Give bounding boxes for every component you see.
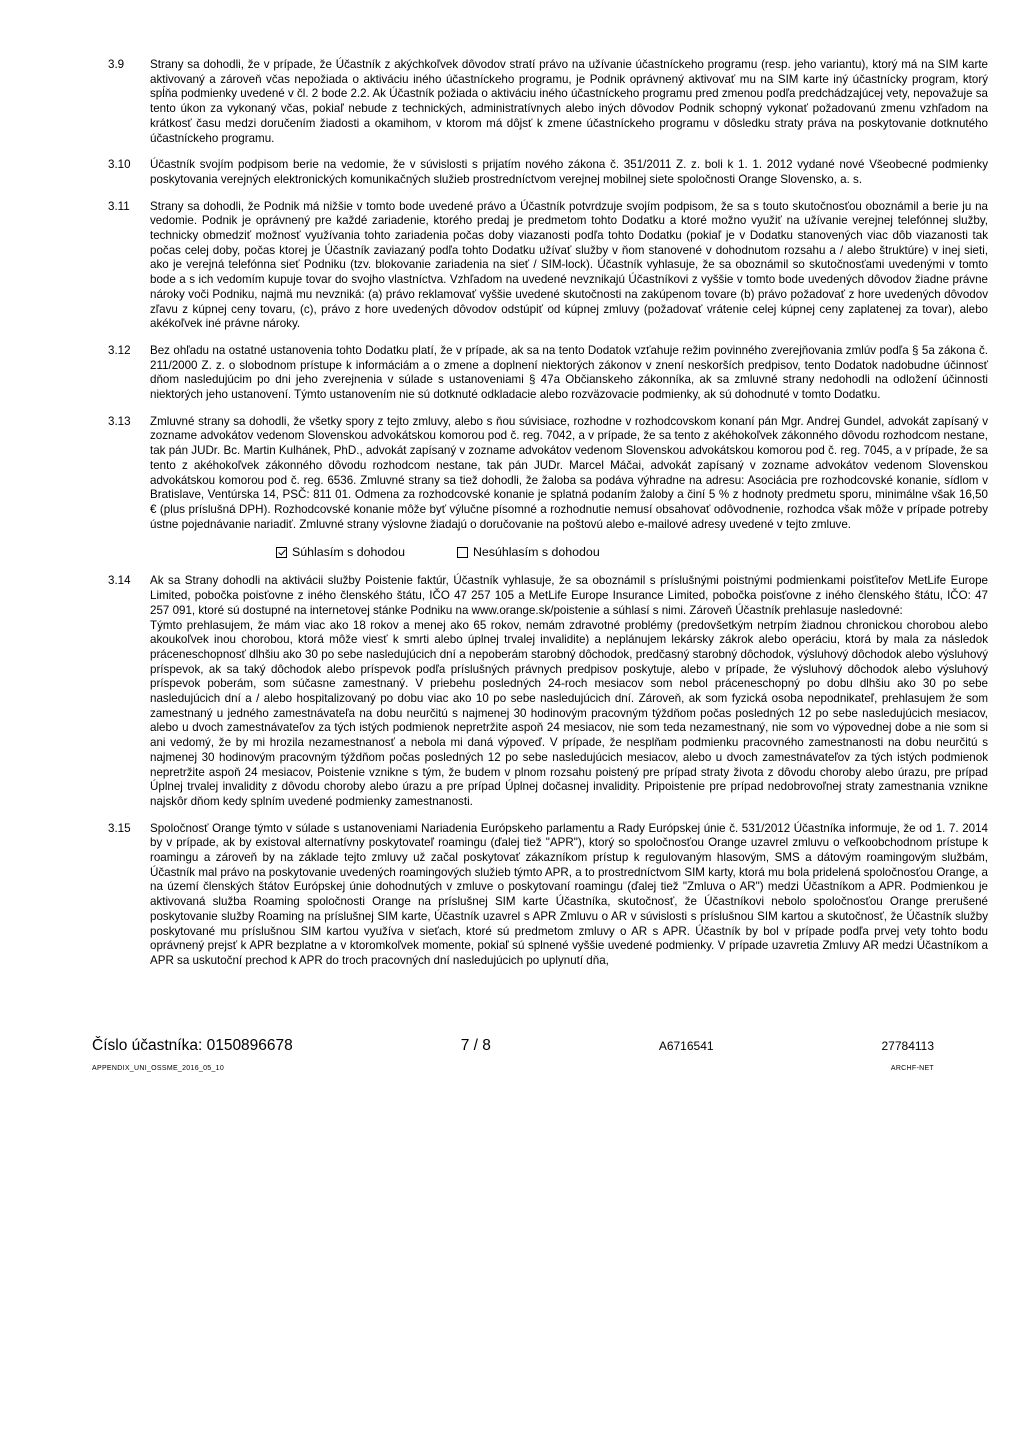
paragraph: Spoločnosť Orange týmto v súlade s ustanoveniami Nariadenia Európskeho parlamentu a Rady Európskej únie č. 531/2012 Účastníka informuje, že od 1. 7. 2014 by v prípade, ak by existoval alternatívny poskytovateľ roamingu (ďalej tiež "APR"), ktorý so spoločnosťou Orange uzavrel zmluvu o veľkoobchodnom prístupe k roamingu a zároveň by na základe tejto zmluvy už začal poskytovať zákazníkom prístup k regulovaným hlasovým, SMS a dátovým roamingovým službám, Účastník mal právo na poskytovanie uvedených roamingových služieb týmto APR, a to prostredníctvom SIM karty, ktorá mu bola pridelená spoločnosťou Orange, a na území členských štátov Európskej únie dohodnutých v zmluve o poskytovaní roamingu (ďalej tiež "Zmluva o AR") medzi Účastníkom a APR. Podmienkou je aktivovaná služba Roaming spoločnosti Orange na príslušnej SIM karte Účastníka, skutočnosť, že Účastníkovi nebolo spoločnosťou Orange prerušené poskytovanie služby Roaming na príslušnej SIM karte, Účastník uzavrel s APR Zmluvu o AR v súvislosti s príslušnou SIM kartou a skutočnosť, že Účastník služby poskytované mu príslušnou SIM kartou využíva v sieťach, ktoré sú predmetom zmluvy o AR s APR. Účastník by bol v prípade podľa prvej vety tohto bodu oprávnený prejsť k APR bezplatne a v ktoromkoľvek momente, pokiaľ sú splnené vyššie uvedené podmienky. V prípade uzavretia Zmluvy AR medzi Účastníkom a APR sa uskutoční prechod k APR do troch pracovných dní nasledujúcich po uplynutí dňa, xyxy=(150,821,988,967)
section-3-11 xyxy=(108,200,988,332)
consent-options xyxy=(108,544,988,560)
section-body xyxy=(150,158,988,187)
paragraph: Strany sa dohodli, že Podnik má nižšie v tomto bode uvedené právo a Účastník potvrdzuje svojím podpisom, že sa s touto skutočnosťou oboznámil a berie ju na vedomie. Podnik je oprávnený pre každé zariadenie, ktorého predaj je predmetom tohto Dodatku a ktoré možno využiť na užívanie verejnej telefónnej služby, technicky obmedziť možnosť využívania tohto zariadenia počas doby viazanosti podľa tohto Dodatku (pokiaľ je v Dodatku stanovených viac dôb viazanosti tak počas celej doby, počas ktorej je Účastník zaviazaný podľa tohto Dodatku užívať služby v ňom stanovené v dohodnutom rozsahu a / alebo štruktúre) v inej sieti, ako je verejná telefónna sieť Podniku (tzv. blokovanie zariadenia na sieť / SIM-lock). Účastník vyhlasuje, že sa oboznámil so skutočnosťami uvedenými v tomto bode a s ich vedomím kupuje tovar do svojho vlastníctva. Vzhľadom na uvedené nevznikajú Účastníkovi z vyššie v tomto bode uvedených dôvodov žiadne právne nároky voči Podniku, najmä mu nevzniká: (a) právo reklamovať vyššie uvedené skutočnosti na zakúpenom tovare (b) právo požadovať z hore uvedených dôvodov zľavu z kúpnej ceny tovaru, (c), právo z hore uvedených dôvodov odstúpiť od kúpnej zmluvy (požadovať vrátenie celej kúpnej ceny zaplatenej za tovar), alebo akékoľvek iné právne nároky. xyxy=(150,199,988,331)
section-number: 3.15 xyxy=(108,821,131,835)
section-body xyxy=(150,574,988,809)
section-body xyxy=(150,822,988,969)
disagree-checkbox[interactable] xyxy=(457,547,468,558)
section-3-13 xyxy=(108,415,988,533)
document-code-b: 27784113 xyxy=(881,1039,934,1053)
section-body xyxy=(150,344,988,403)
section-number: 3.14 xyxy=(108,574,131,588)
paragraph: Týmto prehlasujem, že mám viac ako 18 rokov a menej ako 65 rokov, nemám zdravotné problémy (predovšetkým netrpím žiadnou chronickou chorobou alebo akoukoľvek inou chorobou, ktorá môže viesť k smrti alebo úplnej trvalej invalidite) a neplánujem lekársky zákrok alebo operáciu, ktorá by mala za následok práceneschopnosť dlhšiu ako 30 po sebe nasledujúcich dní a nepoberám starobný dôchodok, predčasný starobný dôchodok, výsluhový dôchodok alebo výsluhový príspevok, ak sa taký dôchodok alebo príspevok podľa príslušných právnych predpisov poskytuje, alebo v prípade, že výsluhový dôchodok alebo výsluhový príspevok poberám, som súčasne zamestnaný. V priebehu posledných 24-roch mesiacov som nebol práceneschopný po dobu dlhšiu ako 30 po sebe nasledujúcich dní a / alebo hospitalizovaný po dobu viac ako 10 po sebe nasledujúcich dní. Zároveň, ak som fyzická osoba nepodnikateľ, prehlasujem že som zamestnaný u jedného zamestnávateľa na dobu neurčitú s najmenej 30 hodinovým pracovným týždňom počas posledných 12 po sebe nasledujúcich mesiacov, alebo u dvoch zamestnávateľov za tých istých podmienok nepretržite aspoň 24 mesiacov, nie som teda nezamestnaný, nie som vo výpovednej dobe a nie som si ani vedomý, že by mi hrozila nezamestnanosť a nebola mi daná výpoveď. V prípade, že nesplňam podmienku pracovného zamestnanosti na dobu neurčitú s najmenej 30 hodinovým pracovným týždňom počas posledných 12 po sebe nasledujúcich mesiacov, alebo u dvoch zamestnávateľov za tých istých podmienok nepretržite aspoň 24 mesiacov, Poistenie vznikne s tým, že budem v plnom rozsahu poistený pre prípad straty života z dôvodu choroby alebo úrazu, pre prípad Úplnej trvalej invalidity z dôvodu choroby alebo úrazu a pre prípad Úplnej dočasnej invalidity. Pripoistenie pre prípad nedobrovoľnej straty zamestnania vznikne najskôr dňom kedy splním uvedené podmienky zamestnanosti. xyxy=(150,618,988,808)
agree-label: Súhlasím s dohodou xyxy=(292,545,405,560)
paragraph: Zmluvné strany sa dohodli, že všetky spory z tejto zmluvy, alebo s ňou súvisiace, rozhodne v rozhodcovskom konaní pán Mgr. Andrej Gundel, advokát zapísaný v zozname advokátov vedenom Slovenskou advokátskou komorou pod č. reg. 7042, a v prípade, že sa tento z akéhokoľvek zákonného dôvodu rozhodcom nestane, tak pán JUDr. Bc. Martin Kulhánek, PhD., advokát zapísaný v zozname advokátov vedenom Slovenskou advokátskou komorou pod č. reg. 7045, a v prípade, že sa tento z akéhokoľvek zákonného dôvodu rozhodcom nestane, tak pán JUDr. Marcel Máčai, advokát zapísaný v zozname advokátov vedenom Slovenskou advokátskou komorou pod č. reg. 6536. Zmluvné strany sa tiež dohodli, že žaloba sa podáva výhradne na adresu: Asociácia pre rozhodcovské konanie, sídlom v Bratislave, Ventúrska 14, PSČ: 811 01. Odmena za rozhodcovské konanie je splatná podaním žaloby a činí 5 % z hodnoty predmetu sporu, minimálne však 16,50 € (plus príslušná DPH). Rozhodcovské konanie môže byť výlučne písomné a rozhodnutie nemusí obsahovať odôvodnenie, rozhodca však môže v prípade potreby ústne pojednávanie nariadiť. Zmluvné strany výslovne žiadajú o doručovanie na poštovú alebo e-mailové adresy uvedené v tejto zmluve. xyxy=(150,414,988,531)
section-number: 3.12 xyxy=(108,343,131,357)
paragraph: Bez ohľadu na ostatné ustanovenia tohto Dodatku platí, že v prípade, ak sa na tento Dodatok vzťahuje režim povinného zverejňovania zmlúv podľa § 5a zákona č. 211/2000 Z. z. o slobodnom prístupe k informáciám a o zmene a doplnení niektorých zákonov v znení neskorších predpisov, tento Dodatok nadobudne účinnosť dňom nasledujúcim po dni jeho zverejnenia v súlade s ustanoveniami § 47a Občianskeho zákonníka, ak sa zmluvné strany nedohodli na odložení účinnosti niektorých jeho ustanovení. Týmto ustanovením nie sú dotknuté odkladacie alebo rozväzovacie podmienky, ak sú dohodnuté v tomto Dodatku. xyxy=(150,343,988,402)
participant-number: Číslo účastníka: 0150896678 xyxy=(92,1037,293,1054)
paragraph: Účastník svojím podpisom berie na vedomie, že v súvislosti s prijatím nového zákona č. 351/2011 Z. z. boli k 1. 1. 2012 vydané nové Všeobecné podmienky poskytovania verejných elektronických komunikačných služieb prostredníctvom verejnej mobilnej siete spoločnosti Orange Slovensko, a. s. xyxy=(150,158,988,186)
section-number: 3.13 xyxy=(108,414,131,428)
disagree-label: Nesúhlasím s dohodou xyxy=(472,545,600,560)
section-3-15 xyxy=(108,822,988,969)
disagree-option[interactable] xyxy=(457,544,600,560)
section-3-10 xyxy=(108,158,988,187)
section-3-12 xyxy=(108,344,988,403)
document-body xyxy=(108,58,988,981)
agree-checkbox[interactable] xyxy=(276,547,287,558)
document-code-a: A6716541 xyxy=(658,1039,714,1053)
paragraph: Strany sa dohodli, že v prípade, že Účastník z akýchkoľvek dôvodov stratí právo na užívanie účastníckeho programu (resp. jeho variantu), ktorý má na SIM karte aktivovaný a zároveň včas nepožiada o aktiváciu iného účastníckeho programu, je Podnik oprávnený aktivovať mu na SIM karte iný účastnícky program, ktorý spĺňa podmienky uvedené v čl. 2 bode 2.2. Ak Účastník požiada o aktiváciu iného účastníckeho programu pred zmenou podľa predchádzajúcej vety, nepovažuje sa tento úkon za vykonaný včas, pokiaľ nebude z technických, administratívnych alebo iných dôvodov Podnik schopný vykonať požadovanú zmenu vzhľadom na krátkosť času medzi doručením žiadosti a okamihom, v ktorom má dôjsť k zmene účastníckeho programu v dôsledku straty práva na poskytovanie dotknutého účastníckeho programu. xyxy=(150,58,988,145)
section-3-9 xyxy=(108,58,988,146)
page-number: 7 / 8 xyxy=(460,1037,491,1054)
archive-code: ARCHF-NET xyxy=(890,1065,934,1072)
template-code: APPENDIX_UNI_OSSME_2016_05_10 xyxy=(92,1065,225,1072)
section-number: 3.10 xyxy=(108,158,131,172)
section-3-14 xyxy=(108,574,988,809)
page-footer-meta xyxy=(92,1065,934,1072)
agree-option[interactable] xyxy=(276,544,405,560)
section-number: 3.9 xyxy=(108,58,125,71)
section-body xyxy=(150,58,988,146)
section-body xyxy=(150,415,988,533)
section-body xyxy=(150,200,988,332)
paragraph: Ak sa Strany dohodli na aktivácii služby Poistenie faktúr, Účastník vyhlasuje, že sa oboznámil s príslušnými poistnými podmienkami poisťiteľov MetLife Europe Limited, pobočka poisťovne z iného členského štátu, IČO 47 257 105 a MetLife Europe Insurance Limited, pobočka poisťovne z iného členského štátu, IČO: 47 257 091, ktoré sú dostupné na internetovej stánke Podniku na www.orange.sk/poistenie a súhlasí s nimi. Zároveň Účastník prehlasuje nasledovné: xyxy=(150,574,988,617)
page-footer xyxy=(92,1037,934,1055)
section-number: 3.11 xyxy=(108,199,130,213)
